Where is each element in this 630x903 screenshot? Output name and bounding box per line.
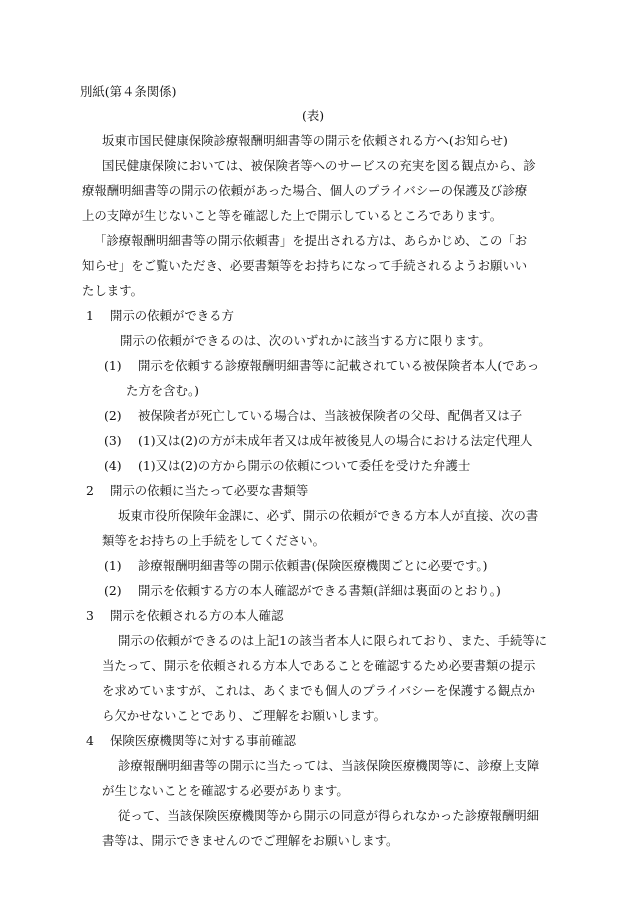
item-text: 開示を依頼する方の本人確認ができる書類(詳細は裏面のとおり。) [138,583,501,598]
item-number: (4) [104,458,122,473]
side-label: (表) [302,108,325,123]
document-title: 坂東市国民健康保険診療報酬明細書等の開示を依頼される方へ(お知らせ) [102,133,508,148]
section-number: 1 [86,308,94,323]
item-text: 診療報酬明細書等の開示依頼書(保険医療機関ごとに必要です。) [138,558,488,573]
item-text: 開示を依頼する診療報酬明細書等に記載されている被保険者本人(であっ [138,358,540,373]
text-line: 知らせ」をご覧いただき、必要書類等をお持ちになって手続されるようお願いい [82,258,528,273]
text-line: 当たって、開示を依頼される方本人であることを確認するため必要書類の提示 [102,658,536,673]
section-number: 4 [86,733,94,748]
form-label: 別紙(第４条関係) [80,84,177,99]
text-line: が生じないことを確認する必要があります。 [102,783,349,798]
section-heading: 開示の依頼に当たって必要な書類等 [110,483,309,498]
section-heading: 保険医療機関等に対する事前確認 [110,733,296,748]
text-line: 「診療報酬明細書等の開示依頼書」を提出される方は、あらかじめ、この「お [94,233,528,248]
text-line: たします。 [82,283,143,298]
text-line: 診療報酬明細書等の開示に当たっては、当該保険医療機関等に、診療上支障 [118,758,540,773]
section-number: 3 [86,608,94,623]
section-heading: 開示を依頼される方の本人確認 [110,608,284,623]
text-line: 国民健康保険においては、被保険者等へのサービスの充実を図る観点から、診 [102,158,536,173]
text-line: 坂東市役所保険年金課に、必ず、開示の依頼ができる方本人が直接、次の書 [118,508,539,523]
item-number: (2) [104,583,122,598]
item-number: (3) [104,433,122,448]
text-line: 上の支障が生じないこと等を確認した上で開示しているところであります。 [82,208,503,223]
section-number: 2 [86,483,94,498]
section-heading: 開示の依頼ができる方 [110,308,234,323]
text-line: 従って、当該保険医療機関等から開示の同意が得られなかった診療報酬明細 [118,808,540,823]
text-line: 類等をお持ちの上手続をしてください。 [102,533,326,548]
item-text: (1)又は(2)の方が未成年者又は成年被後見人の場合における法定代理人 [138,433,533,448]
item-number: (2) [104,408,122,423]
item-number: (1) [104,558,122,573]
text-line: 書等は、開示できませんのでご理解をお願いします。 [102,833,399,848]
text-line: ら欠かせないことであり、ご理解をお願いします。 [102,708,386,723]
section-lead: 開示の依頼ができるのは、次のいずれかに該当する方に限ります。 [120,333,491,348]
text-line: 開示の依頼ができるのは上記1の該当者本人に限られており、また、手続等に [118,633,548,648]
text-line: を求めていますが、これは、あくまでも個人のプライバシーを保護する観点か [102,683,536,698]
item-text: (1)又は(2)の方から開示の依頼について委任を受けた弁護士 [138,458,471,473]
item-text: 被保険者が死亡している場合は、当該被保険者の父母、配偶者又は子 [138,408,523,423]
item-text-continued: た方を含む。) [126,383,199,398]
item-number: (1) [104,358,122,373]
text-line: 療報酬明細書等の開示の依頼があった場合、個人のプライバシーの保護及び診療 [82,183,528,198]
